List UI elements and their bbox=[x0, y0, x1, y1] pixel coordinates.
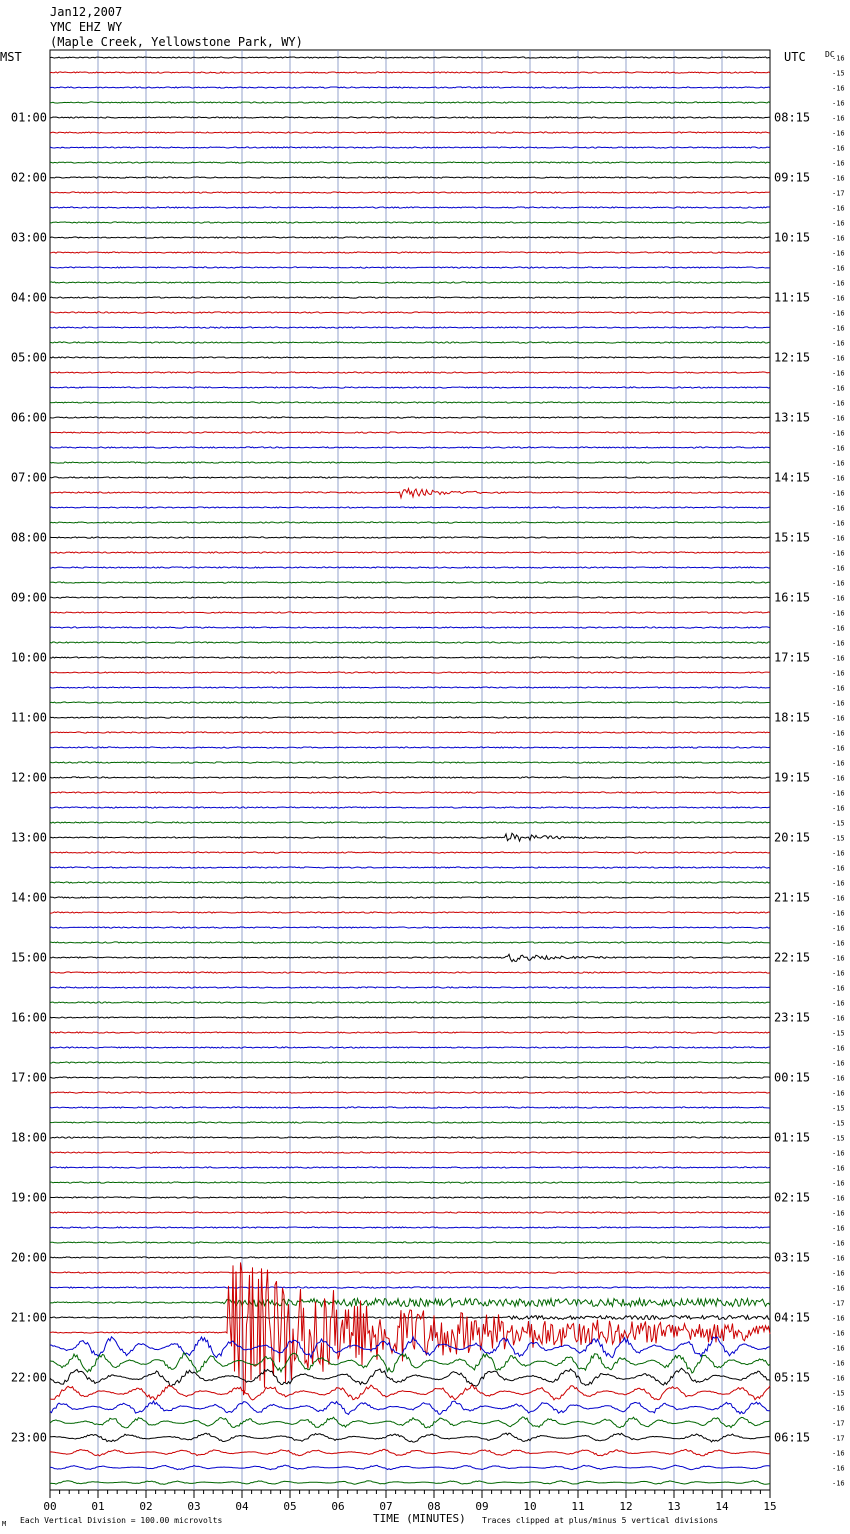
dc-offset-label: -16 bbox=[832, 1329, 845, 1338]
left-hour-label: 20:00 bbox=[10, 1250, 47, 1265]
dc-offset-label: -16 bbox=[832, 1449, 845, 1458]
dc-offset-label: -16 bbox=[832, 174, 845, 183]
trace-row-55 bbox=[50, 882, 770, 883]
trace-row-15 bbox=[50, 282, 770, 283]
dc-offset-label: -15 bbox=[832, 819, 845, 828]
trace-row-36 bbox=[50, 597, 770, 598]
right-hour-label: 12:15 bbox=[774, 350, 811, 365]
x-tick-label: 04 bbox=[235, 1500, 249, 1513]
dc-offset-label: -16 bbox=[832, 324, 845, 333]
trace-row-45 bbox=[50, 732, 770, 733]
dc-offset-label: -16 bbox=[832, 1179, 845, 1188]
trace-row-25 bbox=[50, 432, 770, 433]
trace-row-78 bbox=[50, 1227, 770, 1228]
trace-row-93 bbox=[50, 1449, 770, 1456]
dc-offset-label: -16 bbox=[832, 699, 845, 708]
dc-offset-label: -16 bbox=[832, 1464, 845, 1473]
trace-row-17 bbox=[50, 312, 770, 313]
left-hour-labels bbox=[11, 111, 47, 1445]
dc-offset-label: -16 bbox=[832, 894, 845, 903]
right-zone-label: UTC bbox=[784, 50, 806, 64]
right-hour-label: 05:15 bbox=[774, 1370, 811, 1385]
trace-row-71 bbox=[50, 1122, 770, 1123]
dc-offset-label: -16 bbox=[832, 1014, 845, 1023]
plot-frame bbox=[50, 50, 770, 1490]
left-zone-label: MST bbox=[0, 50, 22, 64]
trace-row-5 bbox=[50, 132, 770, 133]
trace-row-62 bbox=[50, 987, 770, 988]
dc-offset-label: -16 bbox=[832, 999, 845, 1008]
trace-row-56 bbox=[50, 897, 770, 898]
right-hour-label: 09:15 bbox=[774, 170, 811, 185]
dc-offset-label: -16 bbox=[832, 864, 845, 873]
right-hour-label: 14:15 bbox=[774, 470, 811, 485]
trace-row-41 bbox=[50, 672, 770, 673]
dc-offset-label: -16 bbox=[832, 414, 845, 423]
dc-offset-label: -16 bbox=[832, 1344, 845, 1353]
dc-offset-label: -17 bbox=[832, 1419, 845, 1428]
trace-row-79 bbox=[50, 1242, 770, 1243]
dc-offset-label: -16 bbox=[832, 639, 845, 648]
dc-offset-label: -15 bbox=[832, 1389, 845, 1398]
dc-offset-label: -16 bbox=[832, 99, 845, 108]
trace-row-66 bbox=[50, 1047, 770, 1048]
x-axis bbox=[43, 1490, 776, 1513]
dc-offset-label: -16 bbox=[832, 879, 845, 888]
dc-offset-label: -16 bbox=[832, 159, 845, 168]
x-tick-label: 05 bbox=[283, 1500, 297, 1513]
left-hour-label: 07:00 bbox=[10, 470, 47, 485]
x-tick-label: 13 bbox=[667, 1500, 681, 1513]
trace-row-37 bbox=[50, 612, 770, 613]
trace-row-92 bbox=[50, 1433, 770, 1442]
trace-row-94 bbox=[50, 1465, 770, 1470]
right-hour-label: 02:15 bbox=[774, 1190, 811, 1205]
right-hour-label: 00:15 bbox=[774, 1070, 811, 1085]
trace-row-68 bbox=[50, 1077, 770, 1078]
right-hour-label: 20:15 bbox=[774, 830, 811, 845]
dc-offset-label: -16 bbox=[832, 294, 845, 303]
trace-row-4 bbox=[50, 117, 770, 118]
left-hour-label: 01:00 bbox=[10, 110, 47, 125]
dc-label: DC bbox=[825, 50, 835, 59]
x-tick-label: 10 bbox=[523, 1500, 537, 1513]
right-hour-label: 03:15 bbox=[774, 1250, 811, 1265]
trace-row-49 bbox=[50, 792, 770, 793]
dc-offset-label: -16 bbox=[832, 204, 845, 213]
dc-offset-label: -16 bbox=[832, 744, 845, 753]
right-hour-label: 08:15 bbox=[774, 110, 811, 125]
trace-row-67 bbox=[50, 1062, 770, 1063]
trace-row-20 bbox=[50, 357, 770, 358]
trace-row-8 bbox=[50, 177, 770, 178]
station-label: YMC EHZ WY bbox=[50, 20, 123, 34]
dc-offset-label: -16 bbox=[832, 279, 845, 288]
right-hour-label: 10:15 bbox=[774, 230, 811, 245]
trace-row-57 bbox=[50, 912, 770, 913]
dc-offset-label: -16 bbox=[832, 1224, 845, 1233]
left-hour-label: 18:00 bbox=[10, 1130, 47, 1145]
dc-offset-label: -16 bbox=[832, 684, 845, 693]
x-tick-label: 15 bbox=[763, 1500, 777, 1513]
trace-row-60 bbox=[50, 954, 770, 961]
dc-offset-label: -16 bbox=[832, 1059, 845, 1068]
dc-offset-label: -15 bbox=[832, 69, 845, 78]
trace-row-46 bbox=[50, 747, 770, 748]
grid-layer bbox=[98, 50, 722, 1490]
right-hour-label: 17:15 bbox=[774, 650, 811, 665]
dc-offset-label: -16 bbox=[832, 1209, 845, 1218]
left-hour-label: 06:00 bbox=[10, 410, 47, 425]
left-hour-label: 23:00 bbox=[10, 1430, 47, 1445]
trace-row-90 bbox=[50, 1401, 770, 1414]
dc-offset-label: -16 bbox=[832, 249, 845, 258]
trace-row-16 bbox=[50, 297, 770, 298]
dc-offset-label: -16 bbox=[832, 654, 845, 663]
dc-offset-label: -16 bbox=[832, 1314, 845, 1323]
trace-row-30 bbox=[50, 507, 770, 508]
left-hour-label: 14:00 bbox=[10, 890, 47, 905]
dc-offset-label: -16 bbox=[832, 1359, 845, 1368]
trace-row-50 bbox=[50, 807, 770, 808]
trace-row-14 bbox=[50, 267, 770, 268]
trace-row-40 bbox=[50, 657, 770, 658]
trace-row-31 bbox=[50, 522, 770, 523]
dc-offset-label: -16 bbox=[832, 609, 845, 618]
trace-row-23 bbox=[50, 402, 770, 403]
right-hour-label: 18:15 bbox=[774, 710, 811, 725]
trace-row-7 bbox=[50, 162, 770, 163]
trace-row-21 bbox=[50, 372, 770, 373]
trace-row-34 bbox=[50, 567, 770, 568]
trace-row-33 bbox=[50, 552, 770, 553]
trace-row-85 bbox=[50, 1263, 770, 1396]
dc-offset-label: -16 bbox=[832, 504, 845, 513]
trace-row-22 bbox=[50, 387, 770, 388]
right-hour-label: 22:15 bbox=[774, 950, 811, 965]
right-hour-label: 21:15 bbox=[774, 890, 811, 905]
trace-row-89 bbox=[50, 1385, 770, 1400]
trace-row-2 bbox=[50, 87, 770, 88]
trace-row-1 bbox=[50, 72, 770, 73]
x-tick-label: 01 bbox=[91, 1500, 105, 1513]
dc-offset-label: -16 bbox=[832, 759, 845, 768]
dc-offset-label: -16 bbox=[832, 234, 845, 243]
location-label: (Maple Creek, Yellowstone Park, WY) bbox=[50, 35, 303, 49]
dc-offset-label: -16 bbox=[832, 474, 845, 483]
dc-offset-label: -16 bbox=[832, 429, 845, 438]
dc-offset-label: -16 bbox=[832, 384, 845, 393]
trace-row-27 bbox=[50, 462, 770, 463]
dc-offset-label: -16 bbox=[832, 924, 845, 933]
x-tick-label: 09 bbox=[475, 1500, 489, 1513]
dc-offset-label: -16 bbox=[832, 909, 845, 918]
trace-row-59 bbox=[50, 942, 770, 943]
dc-offset-label: -16 bbox=[832, 369, 845, 378]
dc-offset-label: -16 bbox=[832, 1239, 845, 1248]
x-tick-label: 02 bbox=[139, 1500, 153, 1513]
trace-row-74 bbox=[50, 1167, 770, 1168]
trace-row-24 bbox=[50, 417, 770, 418]
trace-row-82 bbox=[50, 1287, 770, 1288]
date-label: Jan12,2007 bbox=[50, 5, 123, 19]
dc-offset-label: -16 bbox=[832, 1269, 845, 1278]
trace-layer bbox=[50, 57, 770, 1485]
trace-row-39 bbox=[50, 642, 770, 643]
trace-row-87 bbox=[50, 1353, 770, 1373]
dc-offset-label: -16 bbox=[832, 594, 845, 603]
dc-offset-label: -16 bbox=[832, 489, 845, 498]
left-hour-label: 03:00 bbox=[10, 230, 47, 245]
trace-row-43 bbox=[50, 702, 770, 703]
dc-offset-label: -16 bbox=[832, 714, 845, 723]
trace-row-28 bbox=[50, 477, 770, 478]
x-tick-label: 12 bbox=[619, 1500, 633, 1513]
x-tick-label: 08 bbox=[427, 1500, 441, 1513]
right-hour-label: 06:15 bbox=[774, 1430, 811, 1445]
trace-row-52 bbox=[50, 833, 770, 841]
trace-row-12 bbox=[50, 237, 770, 238]
dc-offset-label: -16 bbox=[832, 954, 845, 963]
left-hour-label: 22:00 bbox=[10, 1370, 47, 1385]
trace-row-84 bbox=[50, 1316, 770, 1320]
right-hour-label: 13:15 bbox=[774, 410, 811, 425]
dc-offset-label: -16 bbox=[832, 219, 845, 228]
x-tick-label: 07 bbox=[379, 1500, 393, 1513]
trace-row-88 bbox=[50, 1368, 770, 1386]
dc-offset-label: -15 bbox=[832, 1104, 845, 1113]
left-hour-label: 19:00 bbox=[10, 1190, 47, 1205]
trace-row-72 bbox=[50, 1137, 770, 1138]
dc-offset-label: -16 bbox=[832, 564, 845, 573]
x-tick-label: 14 bbox=[715, 1500, 729, 1513]
dc-offset-label: -16 bbox=[832, 114, 845, 123]
trace-row-70 bbox=[50, 1107, 770, 1108]
right-hour-label: 19:15 bbox=[774, 770, 811, 785]
dc-offset-label: -16 bbox=[832, 774, 845, 783]
right-hour-label: 01:15 bbox=[774, 1130, 811, 1145]
trace-row-75 bbox=[50, 1182, 770, 1183]
trace-row-81 bbox=[50, 1272, 770, 1273]
trace-row-61 bbox=[50, 972, 770, 973]
dc-offset-label: -16 bbox=[832, 459, 845, 468]
trace-row-19 bbox=[50, 342, 770, 343]
trace-row-58 bbox=[50, 927, 770, 928]
right-hour-label: 16:15 bbox=[774, 590, 811, 605]
dc-offset-label: -16 bbox=[832, 534, 845, 543]
dc-offset-label: -17 bbox=[832, 1434, 845, 1443]
left-hour-label: 12:00 bbox=[10, 770, 47, 785]
trace-row-69 bbox=[50, 1092, 770, 1093]
dc-offset-label: -16 bbox=[832, 129, 845, 138]
dc-offset-label: -16 bbox=[832, 354, 845, 363]
trace-row-51 bbox=[50, 822, 770, 823]
x-axis-title: TIME (MINUTES) bbox=[373, 1512, 466, 1525]
dc-offset-label: -16 bbox=[832, 84, 845, 93]
dc-offset-label: -15 bbox=[832, 1119, 845, 1128]
trace-row-42 bbox=[50, 687, 770, 688]
left-hour-label: 13:00 bbox=[10, 830, 47, 845]
dc-offset-label: -15 bbox=[832, 1134, 845, 1143]
x-tick-label: 11 bbox=[571, 1500, 585, 1513]
trace-row-0 bbox=[50, 57, 770, 58]
dc-offset-label: -16 bbox=[832, 939, 845, 948]
trace-row-83 bbox=[50, 1299, 770, 1307]
dc-offset-labels bbox=[832, 55, 845, 1488]
trace-row-64 bbox=[50, 1017, 770, 1018]
dc-offset-label: -16 bbox=[832, 54, 845, 63]
dc-offset-label: -16 bbox=[832, 969, 845, 978]
dc-offset-label: -16 bbox=[832, 579, 845, 588]
dc-offset-label: -17 bbox=[832, 189, 845, 198]
dc-offset-label: -16 bbox=[832, 729, 845, 738]
trace-row-9 bbox=[50, 192, 770, 193]
dc-offset-label: -16 bbox=[832, 984, 845, 993]
dc-offset-label: -16 bbox=[832, 399, 845, 408]
trace-row-13 bbox=[50, 252, 770, 253]
left-hour-label: 10:00 bbox=[10, 650, 47, 665]
trace-row-63 bbox=[50, 1002, 770, 1003]
left-hour-label: 02:00 bbox=[10, 170, 47, 185]
dc-offset-label: -16 bbox=[832, 1284, 845, 1293]
trace-row-86 bbox=[50, 1337, 770, 1358]
dc-offset-label: -16 bbox=[832, 309, 845, 318]
trace-row-29 bbox=[50, 489, 770, 498]
trace-row-76 bbox=[50, 1197, 770, 1198]
dc-offset-label: -16 bbox=[832, 789, 845, 798]
trace-row-3 bbox=[50, 102, 770, 103]
trace-row-91 bbox=[50, 1417, 770, 1428]
dc-offset-label: -16 bbox=[832, 1254, 845, 1263]
dc-offset-label: -16 bbox=[832, 549, 845, 558]
trace-row-18 bbox=[50, 327, 770, 328]
trace-row-26 bbox=[50, 447, 770, 448]
dc-offset-label: -16 bbox=[832, 1374, 845, 1383]
clip-note: Traces clipped at plus/minus 5 vertical divisions bbox=[482, 1516, 719, 1525]
trace-row-38 bbox=[50, 627, 770, 628]
trace-row-54 bbox=[50, 867, 770, 868]
scale-note: Each Vertical Division = 100.00 microvolts bbox=[20, 1516, 223, 1525]
dc-offset-label: -17 bbox=[832, 1299, 845, 1308]
trace-row-73 bbox=[50, 1152, 770, 1153]
left-hour-label: 15:00 bbox=[10, 950, 47, 965]
left-hour-label: 21:00 bbox=[10, 1310, 47, 1325]
trace-row-53 bbox=[50, 852, 770, 853]
dc-offset-label: -16 bbox=[832, 1044, 845, 1053]
dc-offset-label: -16 bbox=[832, 144, 845, 153]
trace-row-44 bbox=[50, 717, 770, 718]
trace-row-95 bbox=[50, 1481, 770, 1485]
left-hour-label: 08:00 bbox=[10, 530, 47, 545]
dc-offset-label: -15 bbox=[832, 1029, 845, 1038]
x-tick-label: 03 bbox=[187, 1500, 201, 1513]
dc-offset-label: -16 bbox=[832, 339, 845, 348]
left-hour-label: 09:00 bbox=[10, 590, 47, 605]
right-hour-label: 04:15 bbox=[774, 1310, 811, 1325]
left-hour-label: 17:00 bbox=[10, 1070, 47, 1085]
left-hour-label: 11:00 bbox=[10, 710, 47, 725]
right-hour-label: 23:15 bbox=[774, 1010, 811, 1025]
dc-offset-label: -16 bbox=[832, 804, 845, 813]
dc-offset-label: -16 bbox=[832, 1074, 845, 1083]
trace-row-80 bbox=[50, 1257, 770, 1258]
corner-mark: M bbox=[2, 1520, 7, 1528]
right-hour-label: 11:15 bbox=[774, 290, 811, 305]
dc-offset-label: -15 bbox=[832, 834, 845, 843]
dc-offset-label: -16 bbox=[832, 1404, 845, 1413]
right-hour-label: 15:15 bbox=[774, 530, 811, 545]
trace-row-11 bbox=[50, 222, 770, 223]
trace-row-10 bbox=[50, 207, 770, 208]
dc-offset-label: -16 bbox=[832, 1089, 845, 1098]
left-hour-label: 05:00 bbox=[10, 350, 47, 365]
dc-offset-label: -16 bbox=[832, 1149, 845, 1158]
dc-offset-label: -16 bbox=[832, 624, 845, 633]
trace-row-35 bbox=[50, 582, 770, 583]
dc-offset-label: -16 bbox=[832, 444, 845, 453]
trace-row-48 bbox=[50, 777, 770, 778]
dc-offset-label: -16 bbox=[832, 1164, 845, 1173]
left-hour-label: 16:00 bbox=[10, 1010, 47, 1025]
dc-offset-label: -16 bbox=[832, 1479, 845, 1488]
x-tick-label: 06 bbox=[331, 1500, 345, 1513]
trace-row-65 bbox=[50, 1032, 770, 1033]
dc-offset-label: -16 bbox=[832, 264, 845, 273]
dc-offset-label: -16 bbox=[832, 669, 845, 678]
trace-row-47 bbox=[50, 762, 770, 763]
trace-row-6 bbox=[50, 147, 770, 148]
left-hour-label: 04:00 bbox=[10, 290, 47, 305]
x-tick-label: 00 bbox=[43, 1500, 57, 1513]
trace-row-32 bbox=[50, 537, 770, 538]
dc-offset-label: -16 bbox=[832, 519, 845, 528]
dc-offset-label: -16 bbox=[832, 849, 845, 858]
right-hour-labels bbox=[774, 111, 810, 1445]
trace-row-77 bbox=[50, 1212, 770, 1213]
dc-offset-label: -16 bbox=[832, 1194, 845, 1203]
